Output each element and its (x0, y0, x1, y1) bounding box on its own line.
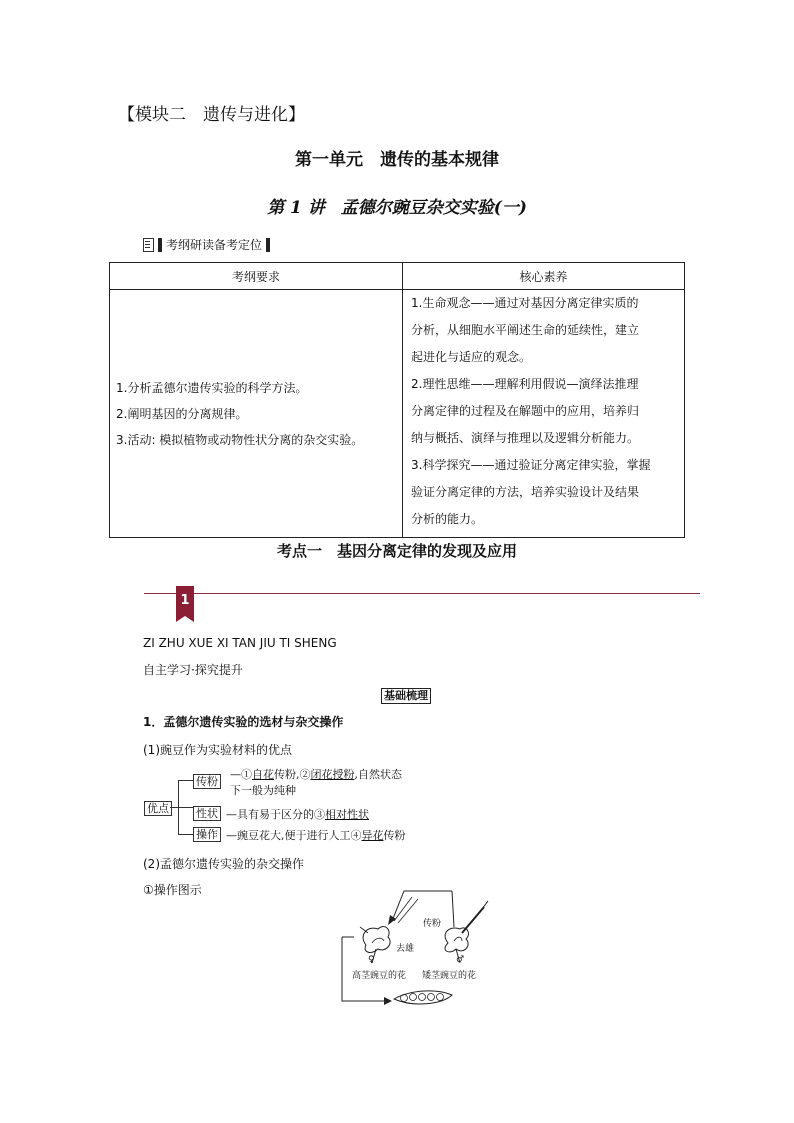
literacy-line: 2.理性思维——理解利用假说—演绎法推理 (411, 377, 639, 391)
literacy-cell (403, 290, 685, 538)
literacy-line: 验证分离定律的方法，培养实验设计及结果 (411, 485, 640, 499)
diagram-text-traits: —具有易于区分的③相对性状 (226, 808, 369, 821)
pea-pod-icon (394, 991, 452, 1004)
literacy-line: 分析，从细胞水平阐述生命的延续性，建立 (411, 323, 640, 337)
label-short-flower: 矮茎豌豆的花 (422, 971, 477, 981)
section-divider (144, 593, 700, 594)
heading-1: 1．孟德尔遗传实验的选材与杂交操作 (143, 715, 344, 729)
requirement-item: 1.分析孟德尔遗传实验的科学方法。 (116, 380, 308, 395)
diagram-label-operation: 操作 (193, 827, 221, 842)
heading-1-2: (2)孟德尔遗传实验的杂交操作 (143, 857, 304, 871)
literacy-line: 分析的能力。 (411, 512, 484, 526)
diagram-text-pollination: —①自花传粉,②闭花授粉,自然状态 (230, 768, 402, 781)
male-symbol: ♂ (456, 955, 465, 965)
label-tall-flower: 高茎豌豆的花 (352, 971, 407, 981)
lesson-prefix: 第 1 讲 (267, 198, 325, 218)
requirement-item: 3.活动: 模拟植物或动物性状分离的杂交实验。 (116, 432, 364, 447)
table-header-row (110, 263, 685, 290)
literacy-line: 1.生命观念——通过对基因分离定律实质的 (411, 296, 639, 310)
literacy-line: 分离定律的过程及在解题中的应用，培养归 (411, 404, 640, 418)
basics-tag: 基础梳理 (381, 688, 431, 704)
diagram-text-operation: —豌豆花大,便于进行人工④异花传粉 (226, 829, 406, 842)
female-symbol: ♀ (368, 955, 375, 965)
requirements-cell (110, 290, 403, 538)
literacy-line: 起进化与适应的观念。 (411, 350, 532, 364)
diagram-label-traits: 性状 (193, 806, 221, 821)
hybridization-illustration (332, 885, 492, 1014)
unit-title: 第一单元 遗传的基本规律 (295, 150, 499, 170)
pinyin-header: ZI ZHU XUE XI TAN JIU TI SHENG (143, 636, 337, 650)
requirements-table (109, 262, 685, 538)
table-header: 考纲要求 (110, 263, 403, 290)
bar-icon (158, 238, 162, 252)
label-emasculate: 去雄 (396, 944, 415, 954)
diagram-root-label: 优点 (144, 801, 172, 816)
short-pea-flower-icon (445, 901, 488, 963)
requirement-item: 2.阐明基因的分离规律。 (116, 406, 248, 421)
point-title: 考点一 基因分离定律的发现及应用 (276, 542, 517, 560)
diagram-label-pollination: 传粉 (193, 774, 221, 789)
list-icon (143, 238, 154, 252)
diagram-bracket (178, 780, 191, 835)
table-row (110, 290, 685, 538)
module-title: 【模块二 遗传与进化】 (118, 105, 305, 125)
heading-1-1: (1)豌豆作为实验材料的优点 (143, 743, 292, 757)
tall-pea-flower-icon (360, 927, 390, 963)
label-pollinate: 传粉 (423, 919, 442, 929)
lesson-name: 孟德尔豌豆杂交实验(一) (340, 198, 527, 218)
section-number-badge: 1 (176, 586, 194, 616)
literacy-line: 纳与概括、演绎与推理以及逻辑分析能力。 (411, 431, 640, 445)
diagram-text-pollination-2: 下一般为纯种 (230, 784, 296, 797)
sub-header: 自主学习·探究提升 (143, 663, 243, 677)
table-header: 核心素养 (403, 263, 685, 290)
heading-1-2-1: ①操作图示 (143, 883, 202, 897)
bar-icon (266, 238, 270, 252)
section-label-text: 考纲研读备考定位 (166, 238, 263, 252)
diagram-connector (170, 807, 178, 808)
lesson-title (0, 193, 794, 218)
section-label (143, 236, 270, 253)
literacy-line: 3.科学探究——通过验证分离定律实验，掌握 (411, 458, 651, 472)
